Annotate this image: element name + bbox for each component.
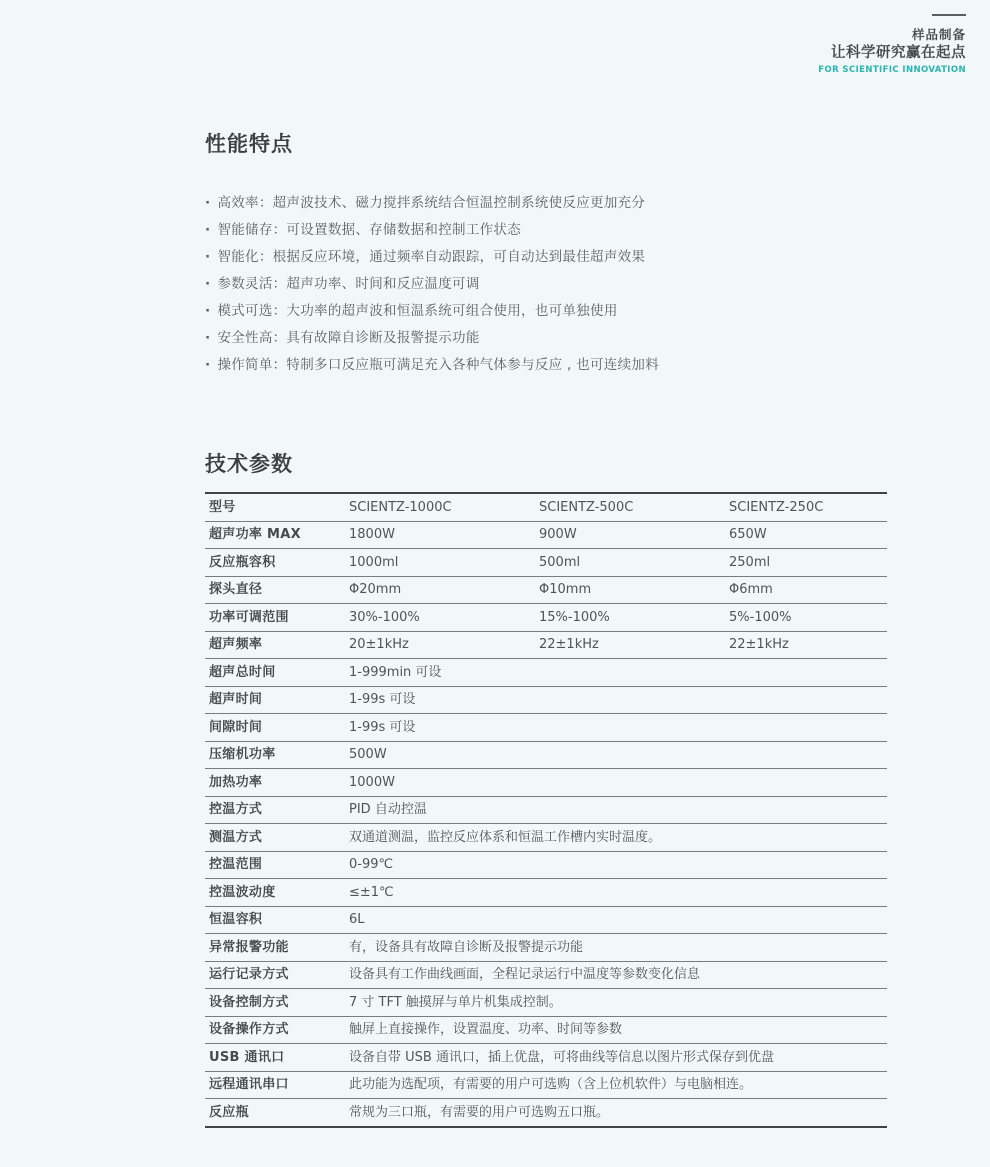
table-row [205, 961, 887, 989]
spec-value: 22±1kHz [537, 631, 727, 659]
brand-tagline-cn-2: 让科学研究赢在起点 [831, 44, 966, 61]
spec-table-wrap [205, 492, 887, 1128]
spec-label: 控温范围 [205, 851, 347, 879]
spec-value: 5%-100% [727, 604, 887, 632]
table-row [205, 824, 887, 852]
spec-value: 触屏上直接操作，设置温度、功率、时间等参数 [347, 1016, 887, 1044]
spec-value: 有，设备具有故障自诊断及报警提示功能 [347, 934, 887, 962]
table-row [205, 493, 887, 521]
spec-value: 500ml [537, 549, 727, 577]
feature-item: · 智能储存：可设置数据、存储数据和控制工作状态 [205, 217, 887, 244]
spec-value: 22±1kHz [727, 631, 887, 659]
spec-value: SCIENTZ-500C [537, 493, 727, 521]
spec-value: 650W [727, 521, 887, 549]
table-row [205, 934, 887, 962]
table-row [205, 1044, 887, 1072]
spec-label: 反应瓶容积 [205, 549, 347, 577]
spec-value: 设备自带 USB 通讯口，插上优盘，可将曲线等信息以图片形式保存到优盘 [347, 1044, 887, 1072]
spec-label: 恒温容积 [205, 906, 347, 934]
spec-value: PID 自动控温 [347, 796, 887, 824]
feature-item: · 安全性高：具有故障自诊断及报警提示功能 [205, 325, 887, 352]
spec-value: SCIENTZ-1000C [347, 493, 537, 521]
features-section-title: 性能特点 [205, 132, 293, 156]
spec-table [205, 492, 887, 1128]
table-row [205, 714, 887, 742]
spec-value: 0-99℃ [347, 851, 887, 879]
spec-value: 此功能为选配项，有需要的用户可选购（含上位机软件）与电脑相连。 [347, 1071, 887, 1099]
table-row [205, 686, 887, 714]
spec-table-body [205, 493, 887, 1127]
feature-item: · 智能化：根据反应环境，通过频率自动跟踪，可自动达到最佳超声效果 [205, 244, 887, 271]
spec-label: 超声功率 MAX [205, 521, 347, 549]
spec-value: 双通道测温，监控反应体系和恒温工作槽内实时温度。 [347, 824, 887, 852]
spec-value: 设备具有工作曲线画面，全程记录运行中温度等参数变化信息 [347, 961, 887, 989]
spec-value: 1-999min 可设 [347, 659, 887, 687]
table-row [205, 659, 887, 687]
spec-value: Φ6mm [727, 576, 887, 604]
spec-value: 250ml [727, 549, 887, 577]
spec-label: 探头直径 [205, 576, 347, 604]
spec-label: 超声频率 [205, 631, 347, 659]
spec-label: 功率可调范围 [205, 604, 347, 632]
spec-label: 压缩机功率 [205, 741, 347, 769]
spec-label: USB 通讯口 [205, 1044, 347, 1072]
spec-value: 500W [347, 741, 887, 769]
spec-value: 7 寸 TFT 触摸屏与单片机集成控制。 [347, 989, 887, 1017]
table-row [205, 796, 887, 824]
spec-value: 30%-100% [347, 604, 537, 632]
table-row [205, 879, 887, 907]
spec-label: 运行记录方式 [205, 961, 347, 989]
spec-value: 15%-100% [537, 604, 727, 632]
spec-label: 异常报警功能 [205, 934, 347, 962]
table-row [205, 549, 887, 577]
spec-value: 900W [537, 521, 727, 549]
feature-item: · 高效率：超声波技术、磁力搅拌系统结合恒温控制系统使反应更加充分 [205, 190, 887, 217]
spec-value: Φ10mm [537, 576, 727, 604]
table-row [205, 1016, 887, 1044]
spec-value: Φ20mm [347, 576, 537, 604]
spec-value: ≤±1℃ [347, 879, 887, 907]
spec-value: 20±1kHz [347, 631, 537, 659]
spec-label: 控温方式 [205, 796, 347, 824]
spec-label: 超声时间 [205, 686, 347, 714]
spec-label: 控温波动度 [205, 879, 347, 907]
spec-value: 1800W [347, 521, 537, 549]
table-row [205, 631, 887, 659]
table-row [205, 989, 887, 1017]
table-row [205, 1099, 887, 1127]
brand-tagline-en: FOR SCIENTIFIC INNOVATION [818, 65, 966, 76]
spec-label: 设备操作方式 [205, 1016, 347, 1044]
spec-label: 型号 [205, 493, 347, 521]
spec-label: 间隙时间 [205, 714, 347, 742]
spec-label: 远程通讯串口 [205, 1071, 347, 1099]
spec-value: 1-99s 可设 [347, 714, 887, 742]
spec-label: 设备控制方式 [205, 989, 347, 1017]
spec-label: 反应瓶 [209, 1104, 249, 1120]
features-list [205, 190, 887, 379]
feature-item: · 参数灵活：超声功率、时间和反应温度可调 [205, 271, 887, 298]
feature-item: · 操作简单：特制多口反应瓶可满足充入各种气体参与反应 , 也可连续加料 [205, 352, 887, 379]
table-row [205, 604, 887, 632]
spec-value: 1000W [347, 769, 887, 797]
table-row [205, 1071, 887, 1099]
spec-value: 6L [347, 906, 887, 934]
spec-value: 1000ml [347, 549, 537, 577]
brand-tagline-cn-1: 样品制备 [911, 27, 966, 42]
brand-dash-line [932, 14, 966, 16]
table-row [205, 851, 887, 879]
page-content [205, 0, 887, 1120]
spec-value: 常规为三口瓶，有需要的用户可选购五口瓶。 [349, 1104, 610, 1120]
table-row [205, 769, 887, 797]
spec-value: SCIENTZ-250C [727, 493, 887, 521]
feature-item: · 模式可选：大功率的超声波和恒温系统可组合使用，也可单独使用 [205, 298, 887, 325]
spec-value: 1-99s 可设 [347, 686, 887, 714]
table-row [205, 741, 887, 769]
table-row [205, 576, 887, 604]
spec-label: 测温方式 [205, 824, 347, 852]
spec-section-title: 技术参数 [205, 452, 293, 476]
spec-label: 超声总时间 [205, 659, 347, 687]
spec-label: 加热功率 [205, 769, 347, 797]
table-row [205, 906, 887, 934]
table-row [205, 521, 887, 549]
